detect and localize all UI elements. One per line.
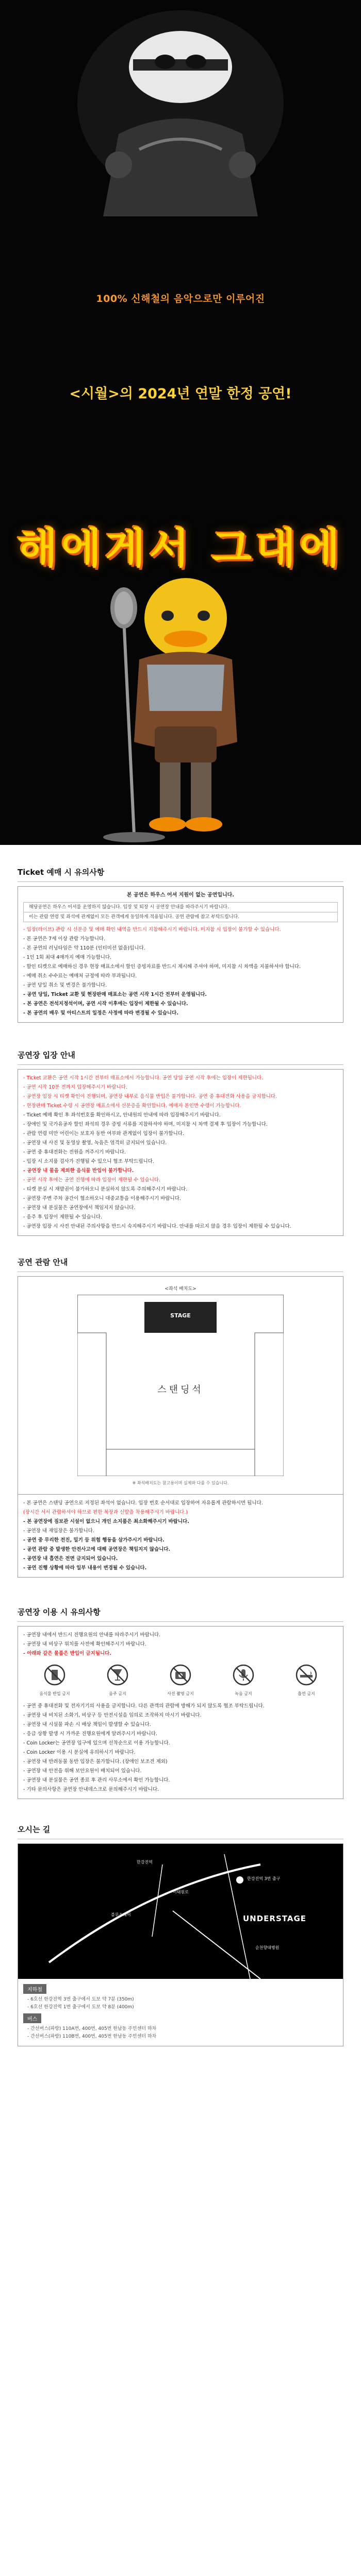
notice-item: - 공연장 입장 시 사전 안내된 주의사항을 반드시 숙지해주시기 바랍니다. 안내를 따르지 않을 경우 입장이 제한될 수 있습니다. — [23, 1224, 291, 1229]
entry-guide-section — [0, 1049, 361, 1236]
no-smoking-label: 흡연 금지 — [298, 1691, 315, 1696]
notice-item: - 본 공연은 7세 이상 관람 가능합니다. — [23, 936, 106, 942]
notice-item: - 공연장 주변 주차 공간이 협소하오니 대중교통을 이용해주시기 바랍니다. — [23, 1196, 181, 1201]
notice-item: - 본 공연의 러닝타임은 약 110분 (인터미션 없음)입니다. — [23, 945, 145, 951]
facility-box — [18, 1626, 343, 1799]
notice-item: - 기타 문의사항은 공연장 안내데스크로 문의해주시기 바랍니다. — [23, 1787, 159, 1792]
seat-item-list — [23, 1499, 338, 1573]
facility-intro-line: - 아래와 같은 물품은 반입이 금지됩니다. — [23, 1651, 111, 1656]
entry-section-title: 공연장 입장 안내 — [18, 1049, 343, 1065]
notice-item: - 공연장 내 안전을 위해 보안요원이 배치되어 있습니다. — [23, 1768, 142, 1774]
map-label-exit: 한강진역 3번 출구 — [247, 1876, 281, 1881]
notice-item: - 본 공연은 스탠딩 공연으로 지정된 좌석이 없습니다. 입장 번호 순서대로 입장하여 자유롭게 관람하시면 됩니다. — [23, 1500, 263, 1506]
bus-line: - 간선버스(파랑) 110A번, 400번, 405번 한남동 주민센터 하차 — [27, 2026, 157, 2031]
notice-item: - 공연장 내 분실물은 공연장에서 책임지지 않습니다. — [23, 1205, 136, 1211]
map-label-road: 이태원로 — [173, 1890, 189, 1894]
notice-item: - 공연 당일, Ticket 교환 및 현장판매 매표소는 공연 시작 1시간 전부터 운영됩니다. — [23, 992, 207, 997]
hero-headline: <시월>의 2024년 연말 한정 공연! — [69, 386, 292, 402]
no-food-icon-item — [38, 1664, 72, 1699]
notice-item: - 입장 시 소지품 검사가 진행될 수 있으니 협조 부탁드립니다. — [23, 1159, 154, 1164]
no-smoking-icon-item — [289, 1664, 323, 1699]
map-label-cafe: 블루스퀘어 — [111, 1912, 131, 1917]
no-alcohol-icon — [106, 1664, 129, 1686]
location-map — [18, 1844, 343, 1979]
seat-map-label: <좌석 배치도> — [165, 1286, 196, 1292]
subway-line: - 6호선 한강진역 3번 출구에서 도보 약 7분 (350m) — [27, 1997, 134, 2002]
bus-line: - 간선버스(파랑) 110B번, 400번, 405번 한남동 주민센터 하차 — [27, 2034, 157, 2039]
notice-item: - Coin Locker 이용 시 분실에 유의하시기 바랍니다. — [23, 1750, 136, 1755]
facility-intro-line: - 공연장 내에서 반드시 진행요원의 안내를 따라주시기 바랍니다. — [23, 1632, 161, 1638]
directions-box — [18, 1843, 343, 2046]
notice-item: - 응급 상황 발생 시 가까운 진행요원에게 알려주시기 바랍니다. — [23, 1731, 158, 1737]
notice-item: - 본 공연은 전석지정석이며, 공연 시작 이후에는 입장이 제한될 수 있습니다. — [23, 1001, 188, 1007]
facility-section — [0, 1606, 361, 1799]
notice-line: 해당공연은 하우스 어셔를 운영하지 않습니다. 입장 및 퇴장 시 공연장 안내를 따라주시기 바랍니다. — [23, 902, 338, 912]
no-recording-icon-item — [226, 1664, 260, 1699]
standing-area-label: 스탠딩석 — [157, 1384, 204, 1395]
subway-label: 지하철 — [23, 1984, 46, 1994]
notice-item: - 공연 당일 취소 및 변경은 불가합니다. — [23, 982, 107, 988]
seat-section-title: 공연 관람 안내 — [18, 1257, 343, 1272]
notice-item: (장시간 서서 관람하셔야 하므로 편한 복장과 신발을 착용해주시기 바랍니다.) — [23, 1510, 188, 1515]
notice-item: - 공연장 내 재입장은 불가합니다. — [23, 1528, 94, 1534]
ticket-house-usher-notice — [23, 902, 338, 922]
notice-item: - 공연장 내 흡연은 전면 금지되어 있습니다. — [23, 1556, 118, 1562]
no-photo-label: 사진 촬영 금지 — [167, 1691, 194, 1696]
notice-item: - Ticket 예매 확인 후 좌석번호를 확인하시고, 안내원의 안내에 따라 입장해주시기 바랍니다. — [23, 1112, 221, 1118]
map-label-hospital: 순천향대병원 — [255, 1945, 280, 1950]
notice-item: - 공연 진행 상황에 따라 일부 내용이 변경될 수 있습니다. — [23, 1565, 147, 1571]
seat-guide-section — [0, 1257, 361, 1578]
no-recording-icon — [232, 1664, 255, 1686]
notice-item: - 공연 시작 10분 전까지 입장해주시기 바랍니다. — [23, 1084, 127, 1090]
notice-item: - Coin Locker는 공연장 입구에 있으며 선착순으로 이용 가능합니다. — [23, 1740, 170, 1746]
notice-item: - 티켓 분실 시 재발권이 불가하오니 분실하지 않도록 주의해주시기 바랍니다. — [23, 1187, 188, 1192]
notice-item: - 공연장 내 물을 제외한 음식물 반입이 불가합니다. — [23, 1168, 134, 1174]
no-alcohol-icon-item — [101, 1664, 135, 1699]
notice-item: - 입장(라이브) 관람 시 신분증 및 예매 확인 내역을 반드시 지참해주시기 바랍니다. 미지참 시 입장이 불가할 수 있습니다. — [23, 927, 281, 933]
notice-item: - 공연 중 휴대전화는 전원을 꺼주시기 바랍니다. — [23, 1149, 126, 1155]
notice-item: - 관람 연령 미만 어린이는 보호자 동반 여부와 관계없이 입장이 불가합니다. — [23, 1131, 184, 1137]
ticket-item-list — [23, 925, 338, 1018]
no-food-icon — [43, 1664, 66, 1686]
no-smoking-icon — [295, 1664, 318, 1686]
seat-map-caption: ※ 좌석배치도는 참고용이며 실제와 다를 수 있습니다. — [132, 1481, 229, 1485]
map-label-station: 한강진역 — [137, 1860, 153, 1865]
facility-section-title: 공연장 이용 시 유의사항 — [18, 1606, 343, 1622]
ticket-box-heading: 본 공연은 하우스 어셔 지원이 없는 공연입니다. — [126, 892, 235, 898]
notice-item: - Ticket 교환은 공연 시작 1시간 전부터 매표소에서 가능합니다. 공연 당일 공연 시작 후에는 입장이 제한됩니다. — [23, 1075, 264, 1081]
stage-label: STAGE — [170, 1312, 191, 1319]
notice-item: - 할인 티켓으로 예매하신 경우 현장 매표소에서 할인 증빙자료를 반드시 제시해 주셔야 하며, 미지참 시 차액을 지불하셔야 합니다. — [23, 964, 301, 970]
no-alcohol-label: 음주 금지 — [109, 1691, 126, 1696]
hero-banner — [0, 0, 361, 845]
notice-item: - 공연장 내 시설물 파손 시 배상 책임이 발생할 수 있습니다. — [23, 1722, 151, 1727]
notice-item: - 음주 후 입장이 제한될 수 있습니다. — [23, 1214, 103, 1220]
directions-section — [0, 1824, 361, 2077]
ticket-section-title: Ticket 예매 시 유의사항 — [18, 867, 343, 882]
notice-item: - 장애인 및 국가유공자 할인 좌석의 경우 증빙 서류를 지참하셔야 하며, 미지참 시 차액 결제 후 입장이 가능합니다. — [23, 1122, 268, 1127]
seat-map-box — [18, 1276, 343, 1495]
notice-item: - 예매 취소 수수료는 예매처 규정에 따라 부과됩니다. — [23, 973, 137, 979]
facility-intro-line: - 공연장 내 비상구 위치를 사전에 확인해주시기 바랍니다. — [23, 1641, 146, 1647]
hero-mask-artwork — [0, 0, 361, 216]
notice-item: - 공연장 입장 시 티켓 확인이 진행되며, 공연장 내부로 음식물 반입은 불가합니다. 공연 중 휴대전화 사용을 금지합니다. — [23, 1094, 277, 1099]
subway-line: - 6호선 한강진역 1번 출구에서 도보 약 8분 (400m) — [27, 2005, 134, 2010]
venue-label: UNDERSTAGE — [243, 1914, 307, 1923]
notice-item: - 현장판매 Ticket 수령 시 공연장 매표소에서 신분증을 확인합니다. 예매자 본인만 수령이 가능합니다. — [23, 1103, 241, 1109]
show-title: 해에게서 그대에 — [17, 524, 344, 572]
notice-item: - 공연장 내 반려동물 동반 입장은 불가합니다. (장애인 보조견 제외) — [23, 1759, 168, 1765]
entry-guide-box — [18, 1069, 343, 1236]
notice-item: - 공연장 내 비치된 소화기, 비상구 등 안전시설을 임의로 조작하지 마시기 바랍니다. — [23, 1713, 202, 1718]
notice-item: - 공연 중 휴대전화 및 전자기기의 사용을 금지합니다. 다른 관객의 관람에 방해가 되지 않도록 협조 부탁드립니다. — [23, 1703, 265, 1709]
notice-item: - 1인 1회 최대 4매까지 예매 가능합니다. — [23, 955, 112, 960]
notice-item: - 공연장 내 사진 및 동영상 촬영, 녹음은 엄격히 금지되어 있습니다. — [23, 1140, 167, 1146]
hero-subtitle: 100% 신해철의 음악으로만 이루어진 — [96, 293, 265, 304]
entry-item-list — [23, 1074, 338, 1231]
notice-item: - 본 공연의 배우 및 아티스트의 일정은 사정에 따라 변경될 수 있습니다. — [23, 1010, 178, 1016]
directions-section-title: 오시는 길 — [18, 1824, 343, 1839]
no-photo-icon-item — [163, 1664, 198, 1699]
bus-label: 버스 — [23, 2013, 41, 2023]
notice-item: - 공연 관람 중 발생한 안전사고에 대해 공연장은 책임지지 않습니다. — [23, 1547, 171, 1552]
ticket-notice-box — [18, 886, 343, 1023]
no-recording-label: 녹음 금지 — [235, 1691, 252, 1696]
notice-item: - 공연장 내 분실물은 공연 종료 후 관리 사무소에서 확인 가능합니다. — [23, 1777, 170, 1783]
facility-item-list — [23, 1702, 338, 1794]
notice-line: 이는 관람 연령 및 좌석에 관계없이 모든 관객에게 동일하게 적용됩니다. 공연 관람에 참고 부탁드립니다. — [23, 912, 338, 922]
no-food-label: 음식물 반입 금지 — [39, 1691, 70, 1696]
knight-duck-illustration — [77, 556, 284, 845]
seat-map — [77, 1295, 284, 1476]
seat-guide-box — [18, 1495, 343, 1578]
location-map-drawing — [18, 1844, 343, 1979]
notice-item: - 본 공연장에 짐보관 시설이 없으니 개인 소지품은 최소화해주시기 바랍니다. — [23, 1519, 189, 1524]
notice-item: - 공연 시작 후에는 공연 진행에 따라 입장이 제한될 수 있습니다. — [23, 1177, 161, 1183]
ticket-notice-section — [0, 867, 361, 1023]
no-photo-icon — [169, 1664, 192, 1686]
notice-item: - 공연 중 무리한 전진, 밀기 등 위험 행동을 삼가주시기 바랍니다. — [23, 1537, 165, 1543]
prohibited-items-row — [23, 1658, 338, 1702]
